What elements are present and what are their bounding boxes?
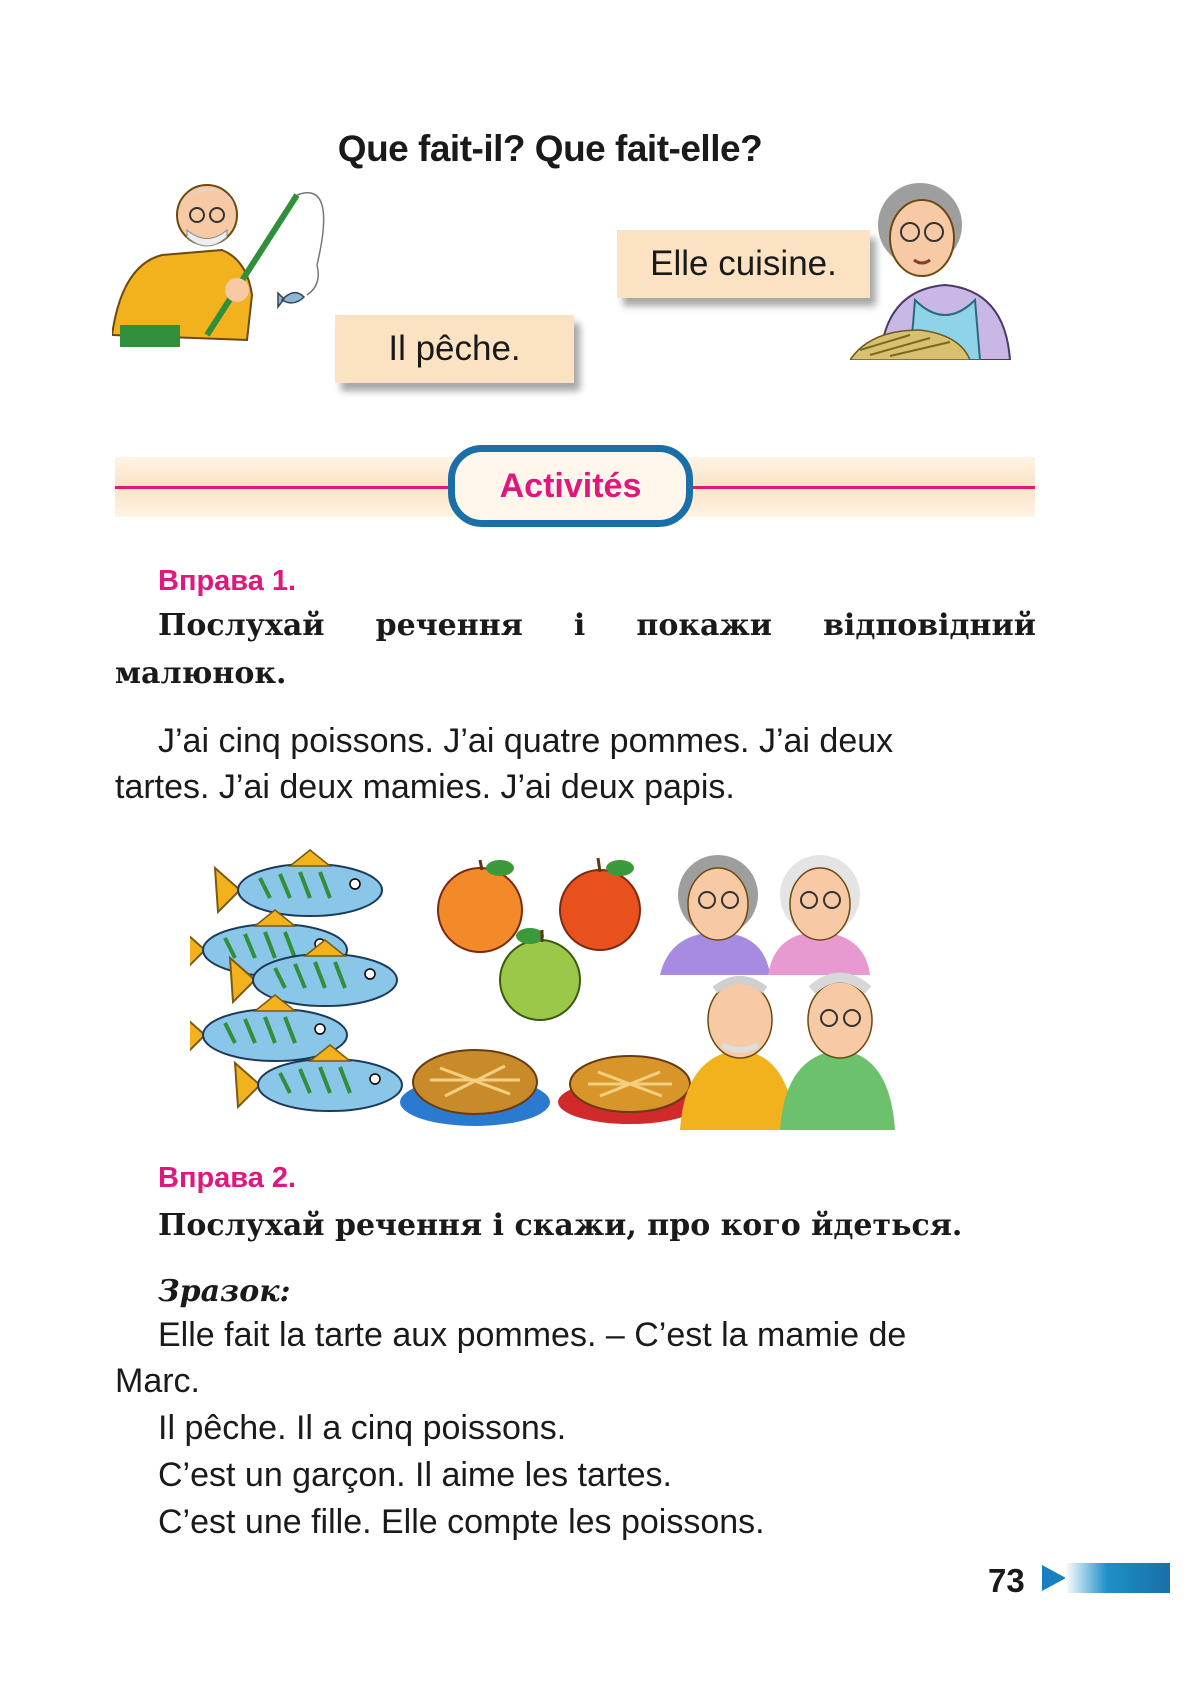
fish-icon (215, 850, 382, 916)
exercise-1-instruction-cont: малюнок. (115, 656, 287, 691)
exercise-1-text-line: J’ai cinq poissons. J’ai quatre pommes. J’ai deux (158, 722, 894, 760)
exercise-2-instruction: Послухай речення і скажи, про кого йдеться. (158, 1208, 963, 1243)
exercise-2-line: C’est un garçon. Il aime les tartes. (158, 1456, 673, 1494)
instruction-word: покажи (636, 608, 772, 643)
apple-icon (560, 858, 640, 950)
tart-icon (558, 1056, 702, 1124)
grandmother-icon (660, 855, 770, 975)
sample-label: Зразок: (158, 1274, 291, 1309)
fisherman-illustration (112, 175, 347, 355)
page-title: Que fait-il? Que fait-elle? (337, 128, 763, 169)
speech-bubble-she: Elle cuisine. (617, 230, 870, 298)
speech-bubble-he: Il pêche. (335, 315, 574, 383)
exercise-1-label: Вправа 1. (158, 565, 297, 597)
exercise-2-line: Il pêche. Il a cinq poissons. (158, 1409, 567, 1447)
apple-icon (438, 860, 522, 952)
instruction-word: і (573, 608, 586, 643)
grandfather-icon (780, 978, 895, 1131)
sample-text-line: Elle fait la tarte aux pommes. – C’est la mamie de (158, 1316, 907, 1354)
page-number: 73 (988, 1562, 1025, 1599)
apple-icon (500, 928, 580, 1020)
section-label: Activités (448, 445, 693, 527)
exercise-1-text-line: tartes. J’ai deux mamies. J’ai deux papis. (115, 768, 735, 806)
exercise-2-label: Вправа 2. (158, 1162, 297, 1194)
exercise-1-illustration (190, 840, 970, 1140)
exercise-2-line: C’est une fille. Elle compte les poissons. (158, 1503, 765, 1541)
instruction-word: відповідний (823, 608, 1036, 643)
triangle-arrow-icon (1040, 1563, 1068, 1593)
page-tab-bar (1065, 1563, 1170, 1593)
tart-icon (400, 1050, 550, 1126)
instruction-word: Послухай (158, 608, 325, 643)
instruction-word: речення (375, 608, 523, 643)
cooking-grandma-illustration (850, 180, 1042, 360)
grandfather-icon (680, 980, 795, 1130)
sample-text-line: Marc. (115, 1362, 200, 1400)
grandmother-icon (768, 855, 870, 975)
exercise-1-instruction (158, 608, 1036, 643)
